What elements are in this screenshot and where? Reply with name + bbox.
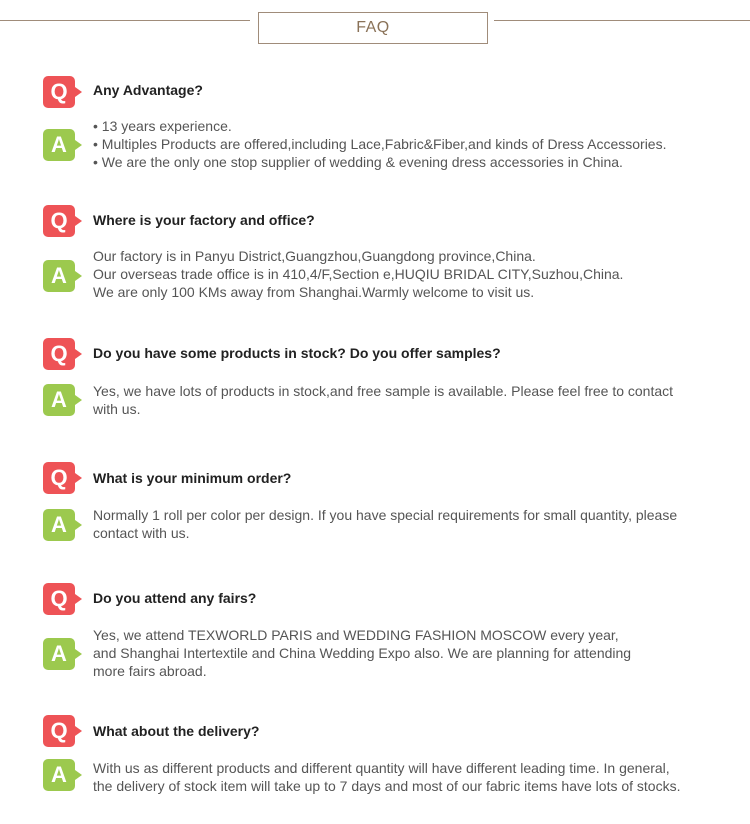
faq-header-box	[258, 12, 488, 44]
faq-answer	[93, 759, 723, 795]
answer-line: the delivery of stock item will take up to 7 days and most of our fabric items have lots of stocks.	[93, 778, 681, 794]
question-icon: Q	[43, 715, 75, 747]
faq-question: Do you have some products in stock? Do you offer samples?	[93, 345, 501, 361]
faq-title: FAQ	[356, 19, 390, 36]
answer-line: contact with us.	[93, 525, 190, 541]
header-divider-right	[494, 20, 750, 21]
answer-line: with us.	[93, 401, 141, 417]
faq-answer	[93, 117, 723, 171]
answer-icon: A	[43, 260, 75, 292]
faq-answer	[93, 247, 723, 301]
answer-line: more fairs abroad.	[93, 663, 207, 679]
answer-line: and Shanghai Intertextile and China Wedding Expo also. We are planning for attending	[93, 645, 632, 661]
answer-line: Normally 1 roll per color per design. If you have special requirements for small quantity, please	[93, 507, 678, 523]
faq-question: Any Advantage?	[93, 82, 203, 98]
faq-question: Where is your factory and office?	[93, 212, 315, 228]
faq-question: What is your minimum order?	[93, 470, 292, 486]
answer-line: Yes, we attend TEXWORLD PARIS and WEDDING FASHION MOSCOW every year,	[93, 627, 619, 643]
answer-line: Yes, we have lots of products in stock,and free sample is available. Please feel free to contact	[93, 383, 674, 399]
faq-answer	[93, 626, 723, 680]
answer-line: • We are the only one stop supplier of wedding & evening dress accessories in China.	[93, 154, 623, 170]
answer-line: We are only 100 KMs away from Shanghai.Warmly welcome to visit us.	[93, 284, 535, 300]
question-icon: Q	[43, 462, 75, 494]
answer-line: • Multiples Products are offered,including Lace,Fabric&Fiber,and kinds of Dress Accessories.	[93, 136, 667, 152]
question-icon: Q	[43, 338, 75, 370]
answer-line: Our overseas trade office is in 410,4/F,Section e,HUQIU BRIDAL CITY,Suzhou,China.	[93, 266, 624, 282]
question-icon: Q	[43, 205, 75, 237]
answer-icon: A	[43, 759, 75, 791]
answer-icon: A	[43, 638, 75, 670]
question-icon: Q	[43, 583, 75, 615]
answer-icon: A	[43, 384, 75, 416]
answer-line: • 13 years experience.	[93, 118, 232, 134]
answer-icon: A	[43, 509, 75, 541]
header-divider-left	[0, 20, 250, 21]
faq-question: What about the delivery?	[93, 723, 260, 739]
faq-question: Do you attend any fairs?	[93, 590, 257, 606]
faq-answer	[93, 506, 723, 542]
answer-line: With us as different products and different quantity will have different leading time. In general,	[93, 760, 670, 776]
faq-answer	[93, 382, 723, 418]
answer-line: Our factory is in Panyu District,Guangzhou,Guangdong province,China.	[93, 248, 536, 264]
answer-icon: A	[43, 129, 75, 161]
question-icon: Q	[43, 76, 75, 108]
